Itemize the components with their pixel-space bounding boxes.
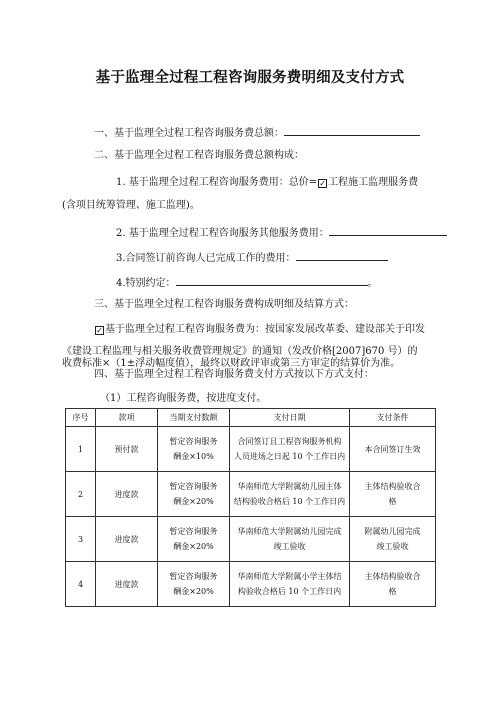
cell-line: 暂定咨询服务 — [169, 572, 218, 581]
item-3-text: 3.合同签订前咨询人已完成工作的费用： — [116, 253, 296, 264]
special-agreement-blank — [176, 274, 368, 286]
checkbox-checked-icon: ✓ — [96, 326, 103, 335]
cell-no: 3 — [66, 517, 96, 562]
section-3-para-3: 收费标准×（1±浮动幅度值），最终以财政评审或第三方审定的结算价为准。 — [62, 358, 401, 369]
cell-line: 酬金×10% — [173, 452, 214, 461]
payment-table — [65, 408, 436, 607]
checkbox-checked-icon: ✓ — [319, 179, 326, 188]
col-header-amount: 当期支付数额 — [158, 409, 230, 427]
cell-no: 1 — [66, 427, 96, 472]
cell-condition — [350, 472, 436, 517]
table-row — [66, 517, 436, 562]
cell-line: 竣工验收 — [273, 542, 306, 551]
cell-line: 酬金×20% — [173, 542, 214, 551]
cell-condition — [350, 562, 436, 607]
section-4-item-1: （1）工程咨询服务费，按进度支付。 — [100, 393, 267, 404]
cell-no: 2 — [66, 472, 96, 517]
section-3-para-2: 《建设工程监理与相关服务收费管理规定》的通知（发改价格[2007]670 号）的 — [62, 346, 418, 357]
table-row — [66, 562, 436, 607]
cell-date — [230, 427, 350, 472]
col-header-condition: 支付条件 — [350, 409, 436, 427]
cell-condition — [350, 517, 436, 562]
cell-line: 酬金×20% — [173, 497, 214, 506]
cell-line: 华南师范大学附属幼儿园主体 — [237, 482, 342, 491]
cell-item: 预付款 — [96, 427, 158, 472]
section-2-item-2 — [116, 224, 447, 241]
cell-line: 格 — [388, 587, 397, 596]
section-2-item-4 — [116, 274, 378, 291]
cell-line: 酬金×20% — [173, 587, 214, 596]
section-1 — [94, 124, 420, 141]
col-header-date: 支付日期 — [230, 409, 350, 427]
cell-line: 合同签订且工程咨询服务机构 — [237, 437, 342, 446]
item-4-end: 。 — [367, 278, 378, 289]
item-1-text: 1. 基于监理全过程工程咨询服务费用：总价= — [116, 177, 318, 188]
section-2-item-1-cont: (含项目统筹管理、施工监理)。 — [62, 200, 200, 211]
total-fee-blank — [284, 124, 420, 136]
cell-line: 竣工验收 — [376, 542, 409, 551]
section-2-item-1 — [116, 176, 418, 190]
item-2-text: 2. 基于监理全过程工程咨询服务其他服务费用： — [116, 228, 329, 239]
cell-line: 结构验收合格后 10 个工作日内 — [233, 497, 346, 506]
cell-date — [230, 562, 350, 607]
cell-line: 人员进场之日起 10 个工作日内 — [233, 452, 346, 461]
page-title: 基于监理全过程工程咨询服务费明细及支付方式 — [95, 70, 405, 86]
cell-line: 附属幼儿园完成 — [364, 527, 421, 536]
cell-amount — [158, 562, 230, 607]
prior-work-fee-blank — [296, 249, 388, 261]
table-header-row — [66, 409, 436, 427]
cell-item: 进度款 — [96, 517, 158, 562]
col-header-item: 款项 — [96, 409, 158, 427]
cell-line: 暂定咨询服务 — [169, 482, 218, 491]
cell-line: 格 — [388, 497, 397, 506]
cell-date — [230, 517, 350, 562]
cell-line: 华南师范大学附属幼儿园完成 — [237, 527, 342, 536]
cell-line: 华南师范大学附属小学主体结 — [237, 572, 342, 581]
col-header-no: 序号 — [66, 409, 96, 427]
cell-line: 暂定咨询服务 — [169, 527, 218, 536]
cell-no: 4 — [66, 562, 96, 607]
item-4-text: 4.特别约定： — [116, 278, 176, 289]
item-1-post: 工程施工监理服务费 — [328, 177, 419, 188]
cell-date — [230, 472, 350, 517]
cell-amount — [158, 472, 230, 517]
cell-line: 主体结构验收合 — [364, 482, 421, 491]
cell-line: 本合同签订生效 — [364, 444, 421, 454]
section-2-item-3 — [116, 249, 388, 266]
section-1-label: 一、基于监理全过程工程咨询服务费总额： — [94, 128, 284, 139]
cell-line: 主体结构验收合 — [364, 572, 421, 581]
section-3-para-1 — [94, 323, 425, 337]
table-row — [66, 472, 436, 517]
other-fee-blank — [329, 224, 447, 236]
cell-item: 进度款 — [96, 562, 158, 607]
section-2-label: 二、基于监理全过程工程咨询服务费总额构成： — [94, 150, 304, 161]
cell-line: 暂定咨询服务 — [169, 437, 218, 446]
section-3-text-1: 基于监理全过程工程咨询服务费为：按国家发展改革委、建设部关于印发 — [105, 324, 425, 335]
table-row — [66, 427, 436, 472]
section-4-label: 四、基于监理全过程工程咨询服务费支付方式按以下方式支付： — [94, 369, 374, 380]
cell-condition — [350, 427, 436, 472]
cell-amount — [158, 517, 230, 562]
cell-line: 构验收合格后 10 个工作日内 — [237, 587, 342, 596]
section-3-label: 三、基于监理全过程工程咨询服务费构成明细及结算方式： — [94, 299, 354, 310]
cell-amount — [158, 427, 230, 472]
cell-item: 进度款 — [96, 472, 158, 517]
